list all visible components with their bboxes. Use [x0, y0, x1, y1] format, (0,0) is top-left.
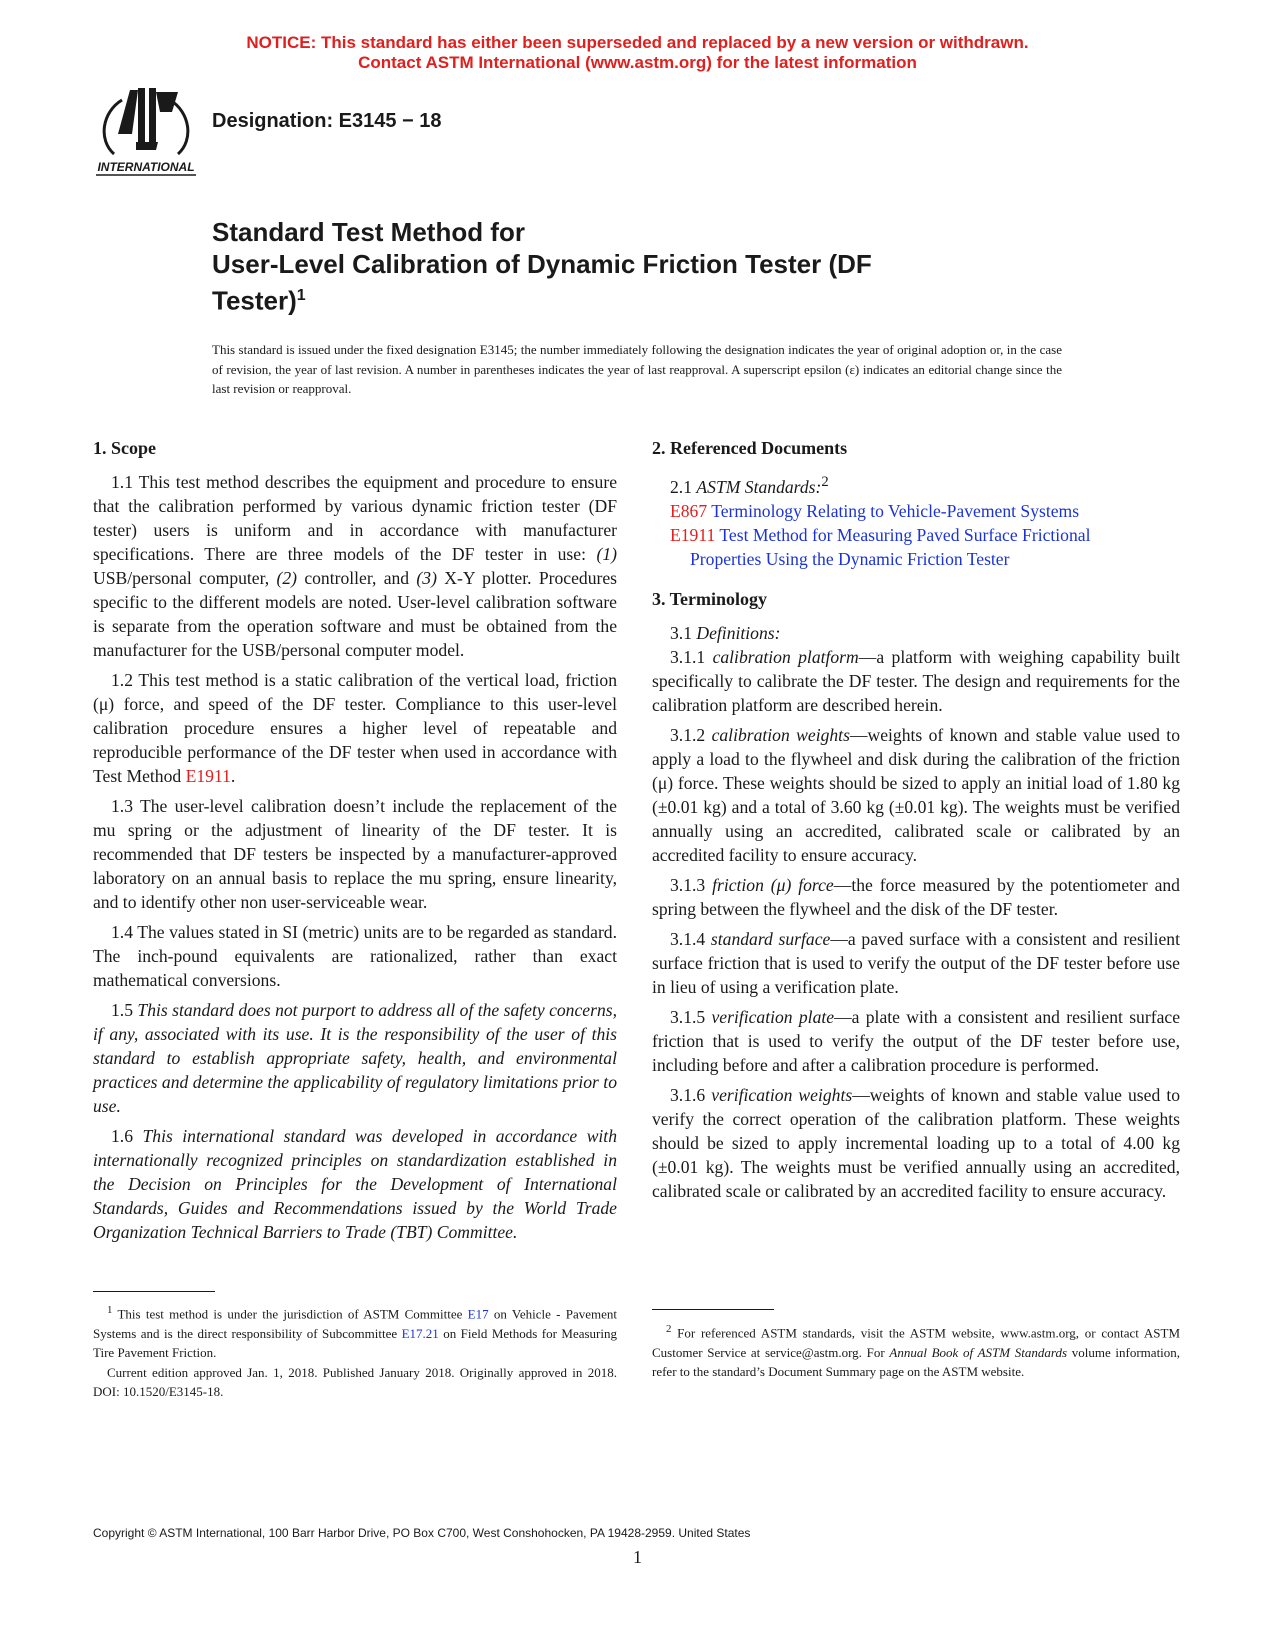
definition-number: 3.1.2	[670, 724, 706, 745]
definition-item	[652, 723, 1180, 867]
footnote-1-edition: Current edition approved Jan. 1, 2018. Published January 2018. Originally approved in 2018. DOI: 10.1520/E3145-18.	[93, 1364, 617, 1400]
referenced-subheading	[652, 470, 1180, 499]
title-line-1: Standard Test Method for	[212, 217, 525, 247]
astm-international-logo-icon	[92, 82, 200, 178]
scope-p1-marker-1: (1)	[596, 544, 617, 564]
scope-p2-text: 1.2 This test method is a static calibration of the vertical load, friction (μ) force, and speed of the DF tester. Compliance to this user-level calibration procedure ensures a higher level of repeatable and reproducible performance of the DF tester when used in accordance with Test Method	[93, 670, 617, 786]
scope-p1-text: 1.1 This test method describes the equipment and procedure to ensure that the calibration performed by various dynamic friction tester (DF tester) users is uniform and in accordance with manufacturer specifications. There are three models of the DF tester in use:	[93, 472, 617, 564]
section-heading-terminology: 3. Terminology	[652, 588, 768, 609]
definition-number: 3.1.6	[670, 1084, 706, 1105]
left-column	[93, 436, 617, 1250]
definitions-subheading	[652, 621, 1180, 645]
definition-term: verification weights	[711, 1084, 853, 1105]
reference-code[interactable]: E1911	[670, 524, 716, 545]
definition-term: calibration platform	[712, 646, 859, 667]
definition-text: —a paved surface with a consistent and resilient surface friction that is used to verify the output of the DF tester before use in lieu of using a verification plate.	[652, 928, 1180, 997]
reference-e867[interactable]	[652, 499, 1180, 523]
footnote-1-text	[93, 1301, 617, 1363]
link-e17[interactable]: E17	[467, 1306, 489, 1322]
scope-paragraph-5	[93, 998, 617, 1118]
scope-paragraph-1	[93, 470, 617, 662]
copyright-line: Copyright © ASTM International, 100 Barr Harbor Drive, PO Box C700, West Conshohocken, PA 19428-2959. United States	[93, 1526, 751, 1540]
scope-p2-end: .	[230, 766, 236, 786]
scope-paragraph-6	[93, 1124, 617, 1244]
definition-term: friction (μ) force	[712, 874, 834, 895]
footnote-1-part-b: on Vehicle - Pavement Systems and is the direct responsibility of Subcommittee	[93, 1306, 617, 1341]
definition-item	[652, 1005, 1180, 1077]
title-footnote-mark[interactable]: 1	[296, 287, 306, 304]
definition-item	[652, 645, 1180, 717]
scope-p1-text-2: controller, and	[304, 568, 410, 588]
withdrawal-notice	[0, 33, 1275, 73]
definition-number: 3.1.1	[670, 646, 706, 667]
footnote-2-part-b: volume information, refer to the standard’s Document Summary page on the ASTM website.	[652, 1344, 1181, 1380]
right-column	[652, 436, 1180, 1209]
definition-text: —a plate with a consistent and resilient surface friction that is used to verify the output of the DF tester before use, including before and after a calibration procedure is performed.	[652, 1006, 1180, 1075]
definitions-label: Definitions:	[696, 622, 781, 643]
designation: Designation: E3145 − 18	[212, 110, 442, 132]
title-line-3-text: Tester)	[212, 285, 297, 316]
definition-item	[652, 873, 1180, 921]
scope-paragraph-4: 1.4 The values stated in SI (metric) units are to be regarded as standard. The inch-pound equivalents are rationalized, rather than exact mathematical conversions.	[93, 922, 617, 990]
notice-line-2: Contact ASTM International (www.astm.org) for the latest information	[358, 53, 917, 72]
document-title	[212, 216, 1032, 317]
section-heading-referenced-documents: 2. Referenced Documents	[652, 438, 848, 458]
scope-p1-text-3: X-Y plotter. Procedures specific to the different models are noted. User-level calibration software is separate from the operation software and must be obtained from the manufacturer for the USB/personal computer model.	[93, 568, 618, 660]
title-line-2: User-Level Calibration of Dynamic Friction Tester (DF	[212, 249, 872, 279]
footnote-2	[652, 1320, 1180, 1382]
definition-number: 3.1.5	[670, 1006, 706, 1027]
definition-term: standard surface	[710, 928, 831, 949]
footnote-2-part-a: For referenced ASTM standards, visit the ASTM website, www.astm.org, or contact ASTM Customer Service at service@astm.org. For	[652, 1325, 1180, 1360]
title-line-3	[212, 280, 1032, 317]
link-e17-21[interactable]: E17.21	[401, 1325, 439, 1341]
issued-note: This standard is issued under the fixed designation E3145; the number immediately following the designation indicates the year of original adoption or, in the case of revision, the year of last revision. A number in parentheses indicates the year of last reapproval. A superscript epsilon (ε) indicates an editorial change since the last revision or reapproval.	[212, 342, 1062, 396]
scope-paragraph-2	[93, 668, 617, 788]
scope-p1-text-1: USB/personal computer,	[93, 568, 270, 588]
definition-term: calibration weights	[711, 724, 850, 745]
section-heading-scope: 1. Scope	[93, 438, 156, 458]
page-number: 1	[633, 1547, 642, 1567]
scope-p6-text: This international standard was developed in accordance with internationally recognized principles on standardization established in the Decision on Principles for the Development of International Standards, Guides and Recommendations issued by the World Trade Organization Technical Barriers to Trade (TBT) Committee.	[93, 1126, 617, 1242]
scope-p5-number: 1.5	[111, 1000, 133, 1020]
logo-label: INTERNATIONAL	[97, 160, 195, 174]
referenced-footnote-mark[interactable]: 2	[821, 474, 829, 490]
scope-p6-number: 1.6	[111, 1126, 133, 1146]
reference-code[interactable]: E867	[670, 500, 708, 521]
reference-title[interactable]: Terminology Relating to Vehicle-Pavement Systems	[711, 500, 1080, 521]
referenced-sub-number: 2.1	[670, 476, 692, 497]
definition-number: 3.1.4	[670, 928, 706, 949]
definition-number: 3.1.3	[670, 874, 706, 895]
scope-paragraph-3: 1.3 The user-level calibration doesn’t include the replacement of the mu spring or the adjustment of linearity of the DF tester. It is recommended that DF testers be inspected by a manufacturer-approved laboratory on an annual basis to replace the mu spring, ensure linearity, and to identify other non user-serviceable wear.	[93, 796, 617, 912]
reference-title-continued[interactable]: Properties Using the Dynamic Friction Tester	[690, 548, 1010, 569]
footnote-2-italic: Annual Book of ASTM Standards	[889, 1344, 1068, 1360]
footnote-1-part-a: This test method is under the jurisdiction of ASTM Committee	[117, 1306, 463, 1322]
definition-term: verification plate	[711, 1006, 835, 1027]
reference-title[interactable]: Test Method for Measuring Paved Surface Frictional	[719, 524, 1091, 545]
referenced-sub-label: ASTM Standards:	[696, 476, 822, 497]
definition-text: —the force measured by the potentiometer and spring between the flywheel and the disk of the DF tester.	[652, 874, 1180, 919]
definition-item	[652, 1083, 1180, 1203]
footnote-2-text	[652, 1320, 1180, 1382]
footnote-1-mark: 1	[107, 1304, 113, 1316]
scope-p1-marker-3: (3)	[416, 568, 437, 588]
footnote-rule-right	[652, 1309, 774, 1310]
reference-e1911[interactable]	[652, 523, 1180, 571]
footnote-1	[93, 1301, 617, 1402]
footnote-rule-left	[93, 1291, 215, 1292]
definition-item	[652, 927, 1180, 999]
footnote-1-part-c: on Field Methods for Measuring Tire Pavement Friction.	[93, 1325, 617, 1361]
definition-text: —a platform with weighing capability built specifically to calibrate the DF tester. The design and requirements for the calibration platform are described herein.	[652, 646, 1180, 715]
footnote-2-mark: 2	[666, 1323, 672, 1335]
link-e1911[interactable]: E1911	[185, 766, 231, 786]
definition-text: —weights of known and stable value used to apply a load to the flywheel and disk during the calibration of the friction (μ) force. These weights should be sized to apply an initial load of 1.80 kg (±0.01 kg) and a total of 3.60 kg (±0.01 kg). The weights must be verified annually using an accredited, calibrated scale or calibrated by an accredited facility to ensure accuracy.	[652, 724, 1180, 865]
scope-p1-marker-2: (2)	[276, 568, 297, 588]
scope-p5-text: This standard does not purport to address all of the safety concerns, if any, associated with its use. It is the responsibility of the user of this standard to establish appropriate safety, health, and environmental practices and determine the applicability of regulatory limitations prior to use.	[93, 1000, 617, 1116]
notice-line-1: NOTICE: This standard has either been superseded and replaced by a new version or withdrawn.	[246, 33, 1029, 52]
definition-text: —weights of known and stable value used to verify the correct operation of the calibration platform. These weights should be sized to apply incremental loading up to a total of 4.00 kg (±0.01 kg). The weights must be verified annually using an accredited, calibrated scale or calibrated by an accredited facility to ensure accuracy.	[652, 1084, 1181, 1201]
definitions-number: 3.1	[670, 622, 692, 643]
